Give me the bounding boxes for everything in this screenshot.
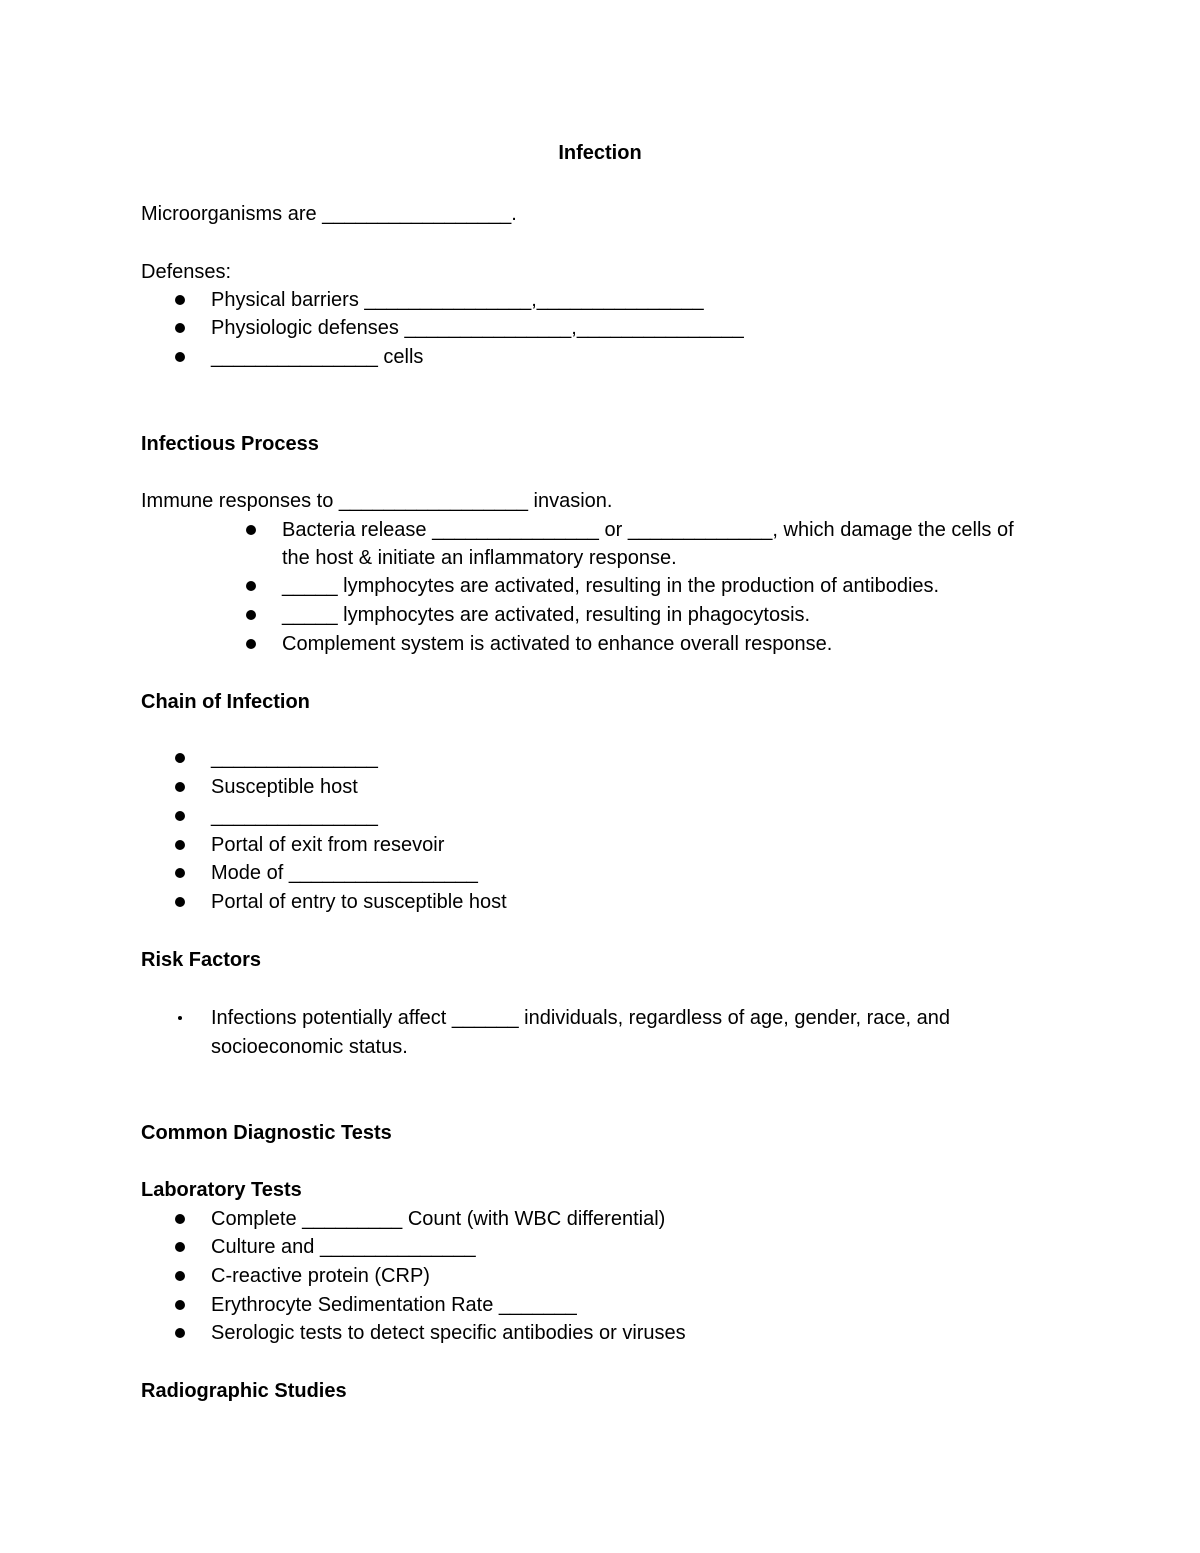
process-item: Complement system is activated to enhance overall response.	[282, 633, 833, 655]
lab-test-item: Culture and ______________	[211, 1236, 476, 1258]
defenses-item: _______________ cells	[211, 346, 424, 368]
bullet-icon	[175, 897, 185, 907]
bullet-icon	[175, 1271, 185, 1281]
section-heading-chain-of-infection: Chain of Infection	[141, 691, 310, 713]
process-item: Bacteria release _______________ or _____________, which damage the cells of	[282, 519, 1014, 541]
lab-test-item: Serologic tests to detect specific antibodies or viruses	[211, 1322, 686, 1344]
section-heading-diagnostic-tests: Common Diagnostic Tests	[141, 1122, 392, 1144]
risk-line-continuation: socioeconomic status.	[211, 1036, 408, 1058]
section-heading-infectious-process: Infectious Process	[141, 433, 319, 455]
chain-item: _______________	[211, 747, 378, 769]
process-item: _____ lymphocytes are activated, resulting in the production of antibodies.	[282, 575, 940, 597]
bullet-icon	[246, 639, 256, 649]
bullet-icon	[175, 840, 185, 850]
document-title: Infection	[558, 142, 642, 164]
lab-test-item: Complete _________ Count (with WBC differential)	[211, 1208, 666, 1230]
bullet-icon	[246, 525, 256, 535]
lab-test-item: C-reactive protein (CRP)	[211, 1265, 430, 1287]
subheading-radiographic-studies: Radiographic Studies	[141, 1380, 347, 1402]
small-bullet-icon	[178, 1016, 182, 1020]
microorganisms-line: Microorganisms are _________________.	[141, 203, 517, 225]
defenses-label: Defenses:	[141, 261, 232, 283]
bullet-icon	[175, 782, 185, 792]
defenses-item: Physiologic defenses _______________,_______________	[211, 317, 744, 339]
bullet-icon	[175, 352, 185, 362]
chain-item: Portal of entry to susceptible host	[211, 891, 507, 913]
bullet-icon	[175, 753, 185, 763]
section-heading-risk-factors: Risk Factors	[141, 949, 262, 971]
process-item-continuation: the host & initiate an inflammatory response.	[282, 547, 677, 569]
bullet-icon	[175, 868, 185, 878]
risk-line: Infections potentially affect ______ individuals, regardless of age, gender, race, and	[211, 1007, 951, 1029]
defenses-item: Physical barriers _______________,_______________	[211, 289, 704, 311]
bullet-icon	[175, 1300, 185, 1310]
bullet-icon	[246, 610, 256, 620]
chain-item: _______________	[211, 805, 378, 827]
bullet-icon	[175, 1242, 185, 1252]
lab-test-item: Erythrocyte Sedimentation Rate _______	[211, 1294, 577, 1316]
chain-item: Mode of _________________	[211, 862, 478, 884]
bullet-icon	[175, 323, 185, 333]
bullet-icon	[175, 1214, 185, 1224]
bullet-icon	[175, 1328, 185, 1338]
process-item: _____ lymphocytes are activated, resulting in phagocytosis.	[282, 604, 811, 626]
chain-item: Portal of exit from resevoir	[211, 834, 445, 856]
bullet-icon	[175, 295, 185, 305]
immune-responses-line: Immune responses to _________________ invasion.	[141, 490, 613, 512]
subheading-laboratory-tests: Laboratory Tests	[141, 1179, 302, 1201]
bullet-icon	[246, 581, 256, 591]
bullet-icon	[175, 811, 185, 821]
chain-item: Susceptible host	[211, 776, 358, 798]
